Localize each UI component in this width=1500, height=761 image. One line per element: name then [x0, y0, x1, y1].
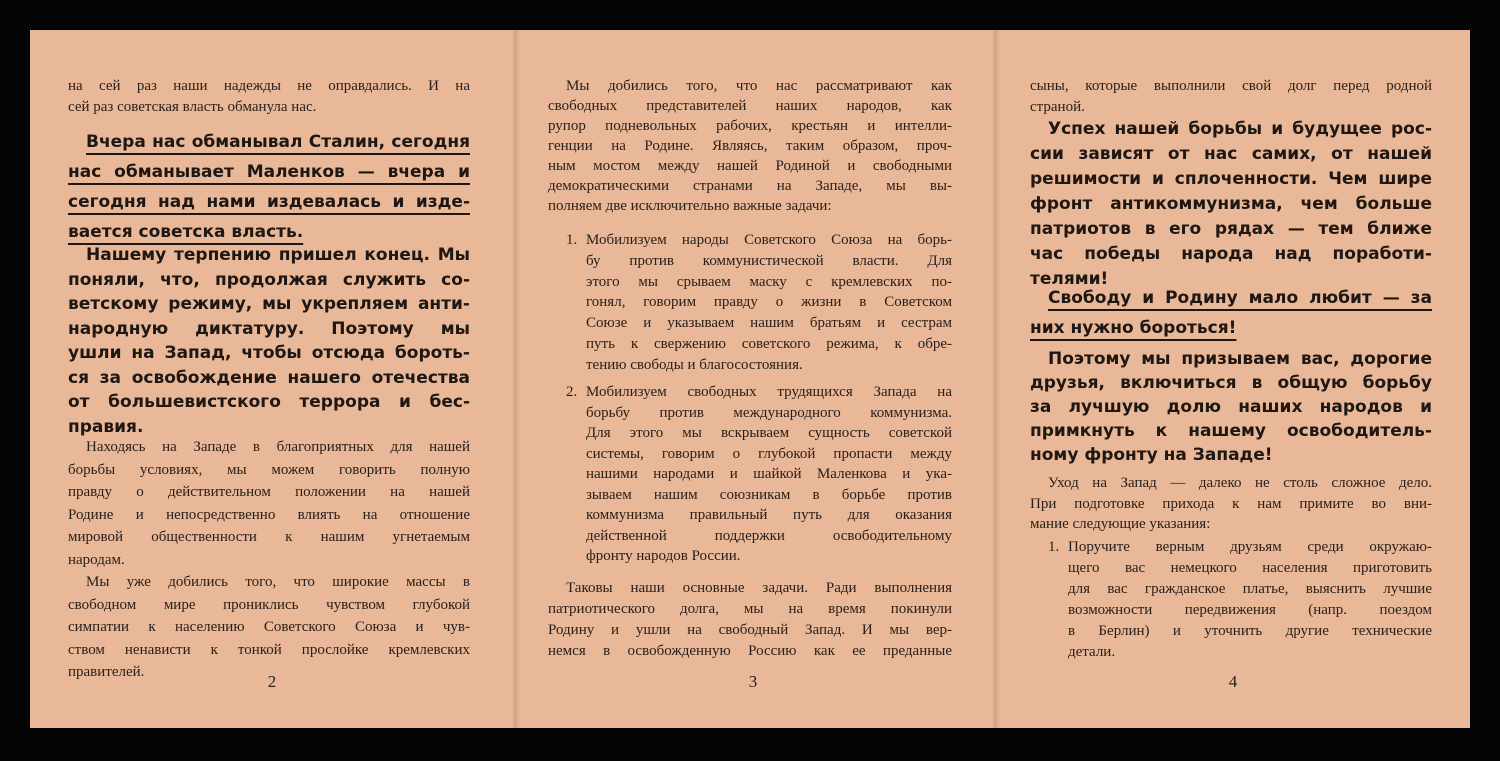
text-line: бу против коммунистической власти. Для	[586, 252, 952, 269]
text-line: симпатии к населению Советского Союза и чув-	[68, 619, 470, 635]
underlined-slogan	[1030, 283, 1432, 343]
text-line: рупор подневольных рабочих, крестьян и интелли-	[548, 118, 952, 134]
numbered-item	[566, 230, 952, 376]
text-line: свободных представителей наших народов, как	[548, 98, 952, 114]
paragraph	[1030, 76, 1432, 118]
numbered-item	[1048, 537, 1432, 663]
text-line: ным мостом между нашей Родиной и свободными	[548, 158, 952, 174]
text-line: Успех нашей борьбы и будущее рос-	[1048, 119, 1432, 139]
text-line: от большевистского террора и бес-	[68, 392, 470, 412]
text-line: фронту народов России.	[586, 548, 741, 564]
text-line: Поручите верным друзьям среди окружаю-	[1068, 539, 1432, 555]
text-line: возможности передвижения (напр. поездом	[1068, 602, 1432, 618]
text-line: полняем две исключительно важные задачи:	[548, 198, 832, 214]
text-line: детали.	[1068, 644, 1116, 660]
text-line: ством ненависти к тонкой прослойке кремлевских	[68, 641, 470, 658]
text-line: них нужно бороться!	[1030, 318, 1237, 338]
text-line: щего вас немецкого населения приготовить	[1068, 560, 1432, 576]
paragraph	[68, 571, 470, 684]
text-line: друзья, включиться в общую борьбу	[1030, 373, 1432, 393]
bold-paragraph	[68, 243, 470, 439]
text-line: путь к свержению советского режима, к обре-	[586, 335, 952, 352]
text-line: народную диктатуру. Поэтому мы	[68, 318, 470, 339]
text-line: Для этого мы вскрываем сущность советской	[586, 425, 952, 441]
text-line: примкнуть к нашему освободитель-	[1030, 421, 1432, 441]
text-line: страной.	[1030, 99, 1085, 115]
text-line: борьбы условиях, мы можем говорить полную	[68, 461, 470, 478]
text-line: ному фронту на Западе!	[1030, 445, 1273, 465]
paragraph	[68, 436, 470, 571]
item-number: 1.	[1048, 539, 1060, 555]
numbered-item	[566, 382, 952, 567]
text-line: Таковы наши основные задачи. Ради выполнения	[566, 580, 952, 596]
text-line: час победы народа над поработи-	[1030, 244, 1432, 264]
text-line: сыны, которые выполнили свой долг перед родной	[1030, 78, 1432, 94]
text-line: сегодня над нами издевалась и изде-	[68, 192, 470, 212]
text-line: фронт антикоммунизма, чем больше	[1030, 194, 1432, 214]
bold-paragraph	[1030, 117, 1432, 292]
text-line: патриотического долга, мы на время покинули	[548, 601, 952, 617]
underlined-slogan	[68, 127, 470, 247]
paragraph	[1030, 473, 1432, 535]
text-line: Свободу и Родину мало любит — за	[1048, 288, 1432, 308]
text-line: мировой общественности к нашим угнетаемым	[68, 529, 470, 545]
paragraph	[548, 76, 952, 216]
text-line: свободном мире прониклись чувством глубокой	[68, 596, 470, 613]
text-line: сии зависят от нас самих, от нашей	[1030, 144, 1432, 164]
item-number: 1.	[566, 232, 578, 248]
text-line: генции на Родине. Являясь, таким образом, проч-	[548, 138, 952, 154]
text-line: Нашему терпению пришел конец. Мы	[86, 245, 470, 265]
text-line: Мы добились того, что нас рассматривают как	[566, 78, 952, 94]
text-line: Союзе и указываем нашим братьям и сестрам	[586, 315, 952, 332]
paragraph	[548, 578, 952, 662]
text-line: ся за освобождение нашего отечества	[68, 367, 470, 388]
paragraph	[68, 76, 470, 118]
page-number: 4	[1228, 672, 1238, 691]
text-line: решимости и сплоченности. Чем шире	[1030, 169, 1432, 189]
text-line: в Берлин) и уточнить другие технические	[1068, 623, 1432, 639]
item-number: 2.	[566, 384, 578, 400]
text-line: действенной поддержки освободительному	[586, 527, 952, 544]
text-line: на сей раз наши надежды не оправдались. И на	[68, 78, 470, 94]
text-line: правителей.	[68, 664, 145, 680]
text-line: ветскому режиму, мы укрепляем анти-	[68, 294, 470, 314]
text-line: зываем нашим союзникам в борьбе против	[586, 486, 952, 503]
text-line: этого мы срываем маску с кремлевских по-	[586, 273, 952, 290]
text-line: правду о действительном положении на нашей	[68, 484, 470, 500]
text-line: Поэтому мы призываем вас, дорогие	[1048, 349, 1432, 369]
text-line: Родине и непосредственно влиять на отношение	[68, 506, 470, 523]
text-line: вается советска власть.	[68, 222, 304, 242]
text-line: Мобилизуем свободных трудящихся Запада на	[586, 384, 952, 400]
text-line: Родину и ушли на свободный Запад. И мы вер-	[548, 622, 952, 638]
text-line: ушли на Запад, чтобы отсюда бороть-	[68, 343, 470, 363]
bold-paragraph	[1030, 347, 1432, 467]
text-line: гонял, говорим правду о жизни в Советском	[586, 294, 952, 311]
text-line: мание следующие указания:	[1030, 516, 1211, 532]
page-number: 2	[267, 672, 277, 691]
text-line: сей раз советская власть обманула нас.	[68, 99, 317, 115]
text-line: Находясь на Западе в благоприятных для нашей	[86, 439, 470, 455]
text-line: нас обманывает Маленков — вчера и	[68, 162, 470, 182]
text-line: Мы уже добились того, что широкие массы в	[86, 574, 470, 590]
text-line: патриотов в его рядах — тем ближе	[1030, 219, 1432, 239]
text-line: правия.	[68, 416, 144, 437]
text-line: за лучшую долю наших народов и	[1030, 397, 1432, 417]
text-line: борьбу против международного коммунизма.	[586, 404, 952, 421]
text-line: тению свободы и благосостояния.	[586, 356, 803, 373]
text-line: Уход на Запад — далеко не столь сложное дело.	[1048, 475, 1432, 491]
text-line: При подготовке прихода к нам примите во вни-	[1030, 495, 1432, 512]
text-line: телями!	[1030, 269, 1109, 289]
text-line: нашими народами и шайкой Маленкова и ука-	[586, 466, 952, 482]
text-line: поняли, что, продолжая служить со-	[68, 269, 470, 290]
text-line: народам.	[68, 551, 125, 568]
text-line: для вас гражданское платье, выяснить лучшие	[1068, 581, 1432, 597]
text-line: Мобилизуем народы Советского Союза на борь-	[586, 232, 952, 248]
text-line: демократическими странами на Западе, мы вы-	[548, 178, 952, 194]
text-line: коммунизма правильный путь для оказания	[586, 507, 952, 523]
text-line: системы, говорим о глубокой пропасти между	[586, 445, 952, 462]
page-number: 3	[748, 672, 758, 691]
text-line: Вчера нас обманывал Сталин, сегодня	[86, 132, 470, 152]
text-line: немся в освобожденную Россию как ее преданные	[548, 643, 952, 659]
